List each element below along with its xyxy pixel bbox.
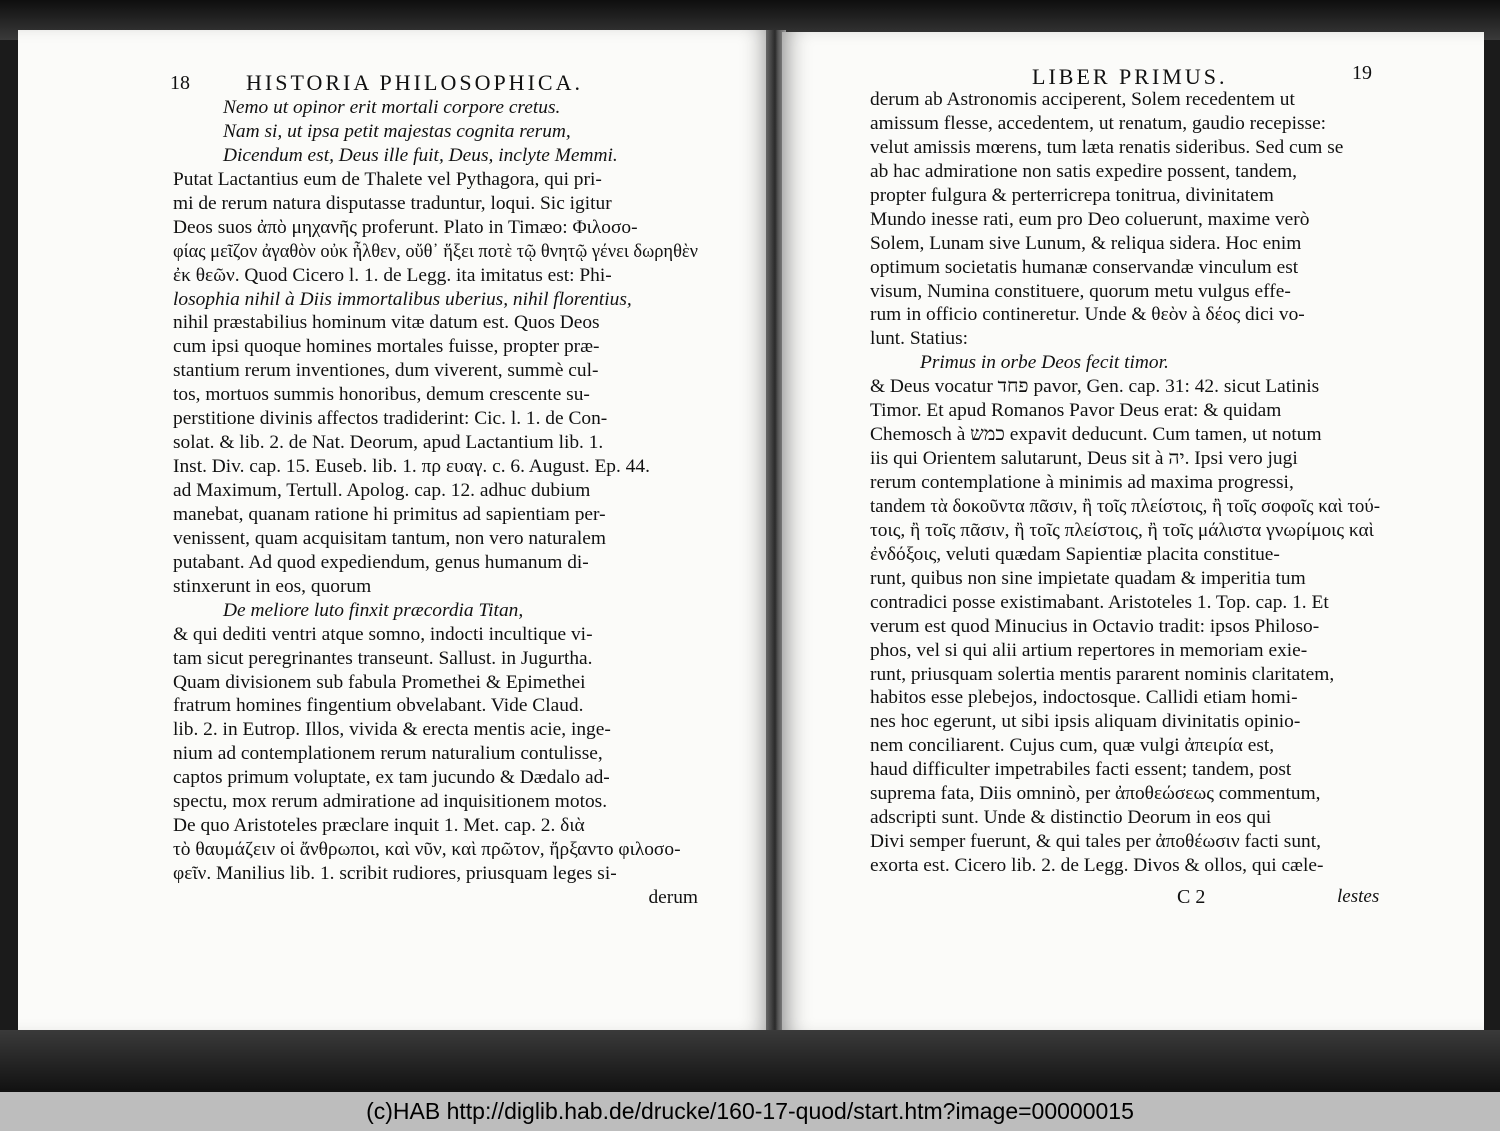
- text-line: De meliore luto finxit præcordia Titan,: [223, 599, 524, 621]
- text-line: putabant. Ad quod expediendum, genus humanum di-: [173, 551, 589, 573]
- text-line: nes hoc egerunt, ut sibi ipsis aliquam divinitatis opinio-: [870, 711, 1301, 733]
- text-line: Inst. Div. cap. 15. Euseb. lib. 1. πρ ευαγ. c. 6. August. Ep. 44.: [173, 456, 650, 478]
- text-line: mi de rerum natura disputasse traduntur, loqui. Sic igitur: [173, 192, 612, 214]
- text-line: manebat, quanam ratione hi primitus ad sapientiam per-: [173, 503, 606, 525]
- signature-mark: C 2: [1177, 886, 1206, 908]
- right-text-block: [870, 88, 1380, 878]
- text-line: suprema fata, Diis omninò, per ἀποθεώσεως commentum,: [870, 783, 1321, 805]
- text-line: spectu, mox rerum admiratione ad inquisitionem motos.: [173, 791, 608, 813]
- text-line: nium ad contemplationem rerum naturalium contulisse,: [173, 743, 603, 765]
- text-line: Nemo ut opinor erit mortali corpore cretus.: [223, 97, 561, 118]
- text-line: ἐνδόξοις, veluti quædam Sapientiæ placita constitue-: [870, 543, 1280, 565]
- catchword: lestes: [1337, 886, 1380, 907]
- text-line: ἐκ θεῶν. Quod Cicero l. 1. de Legg. ita imitatus est: Phi-: [173, 264, 612, 286]
- text-line: nihil præstabilius hominum vitæ datum est. Quos Deos: [173, 312, 600, 334]
- text-line: perstitione divinis affectos tradiderint: Cic. l. 1. de Con-: [173, 408, 608, 430]
- text-line: Chemosch à כמש expavit deducunt. Cum tamen, ut notum: [870, 424, 1322, 446]
- text-line: De quo Aristoteles præclare inquit 1. Met. cap. 2. διὰ: [173, 815, 585, 837]
- text-line: derum ab Astronomis acciperent, Solem recedentem ut: [870, 89, 1295, 110]
- text-line: Timor. Et apud Romanos Pavor Deus erat: & quidam: [870, 400, 1282, 422]
- text-line: haud difficulter impetrabiles facti essent; tandem, post: [870, 759, 1292, 781]
- scan-bottom-border: [0, 1030, 1500, 1092]
- text-line: tandem τὰ δοκοῦντα πᾶσιν, ἢ τοῖς πλείστοις, ἢ τοῖς σοφοῖς καὶ τού-: [870, 495, 1380, 517]
- running-head-left: HISTORIA PHILOSOPHICA.: [246, 70, 583, 95]
- text-line: tam sicut peregrinantes transeunt. Sallust. in Jugurtha.: [173, 647, 593, 669]
- text-line: & qui dediti ventri atque somno, indocti incultique vi-: [173, 623, 593, 645]
- text-line: lunt. Statius:: [870, 328, 969, 350]
- text-line: Divi semper fuerunt, & qui tales per ἀποθέωσιν facti sunt,: [870, 831, 1321, 853]
- page-number-right: 19: [1352, 62, 1372, 84]
- text-line: rum in officio contineretur. Unde & θεὸν à δέος dici vo-: [870, 304, 1305, 326]
- text-line: iis qui Orientem salutarunt, Deus sit à יה. Ipsi vero jugi: [870, 448, 1298, 470]
- text-line: Quam divisionem sub fabula Promethei & Epimethei: [173, 671, 586, 693]
- text-line: ad Maximum, Tertull. Apolog. cap. 12. adhuc dubium: [173, 480, 591, 501]
- text-line: φεῖν. Manilius lib. 1. scribit rudiores, priusquam leges si-: [173, 863, 617, 884]
- text-line: losophia nihil à Diis immortalibus uberius, nihil florentius,: [173, 288, 632, 310]
- text-line: propter fulgura & perterricrepa tonitrua, divinitatem: [870, 184, 1274, 206]
- text-line: captos primum voluptate, ex tam jucundo & Dædalo ad-: [173, 767, 610, 789]
- text-line: stinxerunt in eos, quorum: [173, 575, 372, 597]
- text-line: runt, quibus non sine impietate quadam & imperitia tum: [870, 567, 1306, 589]
- text-line: φίας μεῖζον ἀγαθὸν οὐκ ἦλθεν, οὔθ᾽ ἥξει ποτὲ τῷ θνητῷ γένει δωρηθὲν: [173, 240, 698, 262]
- text-line: phos, vel si qui alii artium repertores in memoriam exie-: [870, 639, 1308, 661]
- text-line: stantium rerum inventiones, dum viverent, summè cul-: [173, 360, 599, 382]
- text-line: nem conciliarent. Cujus cum, quæ vulgi ἀπειρία est,: [870, 735, 1275, 757]
- text-line: derum: [648, 886, 698, 908]
- text-line: Putat Lactantius eum de Thalete vel Pythagora, qui pri-: [173, 168, 602, 190]
- text-line: lib. 2. in Eutrop. Illos, vivida & erecta mentis acie, inge-: [173, 719, 611, 741]
- text-line: tos, mortuos summis honoribus, demum crescente su-: [173, 384, 590, 406]
- text-line: Solem, Lunam sive Lunum, & reliqua sidera. Hoc enim: [870, 232, 1302, 254]
- text-line: cum ipsi quoque homines mortales fuisse, propter præ-: [173, 336, 600, 358]
- text-line: venissent, quam acquisitam tantum, non vero naturalem: [173, 527, 606, 549]
- text-line: amissum flesse, accedentem, ut renatum, gaudio recepisse:: [870, 112, 1327, 134]
- text-line: adscripti sunt. Unde & distinctio Deorum in eos qui: [870, 807, 1272, 829]
- left-text-block: [173, 96, 698, 910]
- text-line: velut amissis mœrens, tum læta renatis sideribus. Sed cum se: [870, 136, 1344, 158]
- right-page: [782, 32, 1484, 1032]
- page-number-left: 18: [170, 72, 190, 94]
- text-line: exorta est. Cicero lib. 2. de Legg. Divos & ollos, qui cæle-: [870, 855, 1324, 876]
- text-line: solat. & lib. 2. de Nat. Deorum, apud Lactantium lib. 1.: [173, 432, 604, 454]
- text-line: rerum contemplatione à minimis ad maxima progressi,: [870, 472, 1294, 493]
- left-page: [18, 30, 770, 1032]
- text-line: runt, priusquam solertia mentis pararent nominis claritatem,: [870, 663, 1335, 685]
- text-line: τὸ θαυμάζειν οἱ ἄνθρωποι, καὶ νῦν, καὶ πρῶτον, ἤρξαντο φιλοσο-: [173, 839, 681, 861]
- text-line: & Deus vocatur פחד pavor, Gen. cap. 31: 42. sicut Latinis: [870, 376, 1320, 398]
- text-line: Nam si, ut ipsa petit majestas cognita rerum,: [223, 120, 571, 142]
- text-line: habitos esse plebejos, indoctosque. Callidi etiam homi-: [870, 687, 1298, 709]
- text-line: fratrum homines fingentium obvelabant. Vide Claud.: [173, 695, 584, 717]
- text-line: Deos suos ἀπὸ μηχανῆς proferunt. Plato in Timæo: Φιλοσο-: [173, 216, 638, 238]
- text-line: visum, Numina constituere, quorum metu vulgus effe-: [870, 280, 1291, 302]
- running-head-right: LIBER PRIMUS.: [1032, 64, 1228, 89]
- text-line: optimum societatis humanæ conservandæ vinculum est: [870, 256, 1299, 278]
- text-line: verum est quod Minucius in Octavio tradit: ipsos Philoso-: [870, 615, 1320, 637]
- text-line: ab hac admiratione non satis expedire possent, tandem,: [870, 160, 1298, 182]
- copyright-footer: (c)HAB http://diglib.hab.de/drucke/160-17-quod/start.htm?image=00000015: [0, 1092, 1500, 1131]
- text-line: Dicendum est, Deus ille fuit, Deus, inclyte Memmi.: [223, 144, 618, 166]
- text-line: τοις, ἢ τοῖς πᾶσιν, ἢ τοῖς πλείστοις, ἢ τοῖς μάλιστα γνωρίμοις καὶ: [870, 519, 1374, 541]
- text-line: contradici posse existimabant. Aristoteles 1. Top. cap. 1. Et: [870, 591, 1329, 613]
- text-line: Primus in orbe Deos fecit timor.: [920, 352, 1169, 374]
- text-line: Mundo inesse rati, eum pro Deo coluerunt, maxime verò: [870, 208, 1310, 230]
